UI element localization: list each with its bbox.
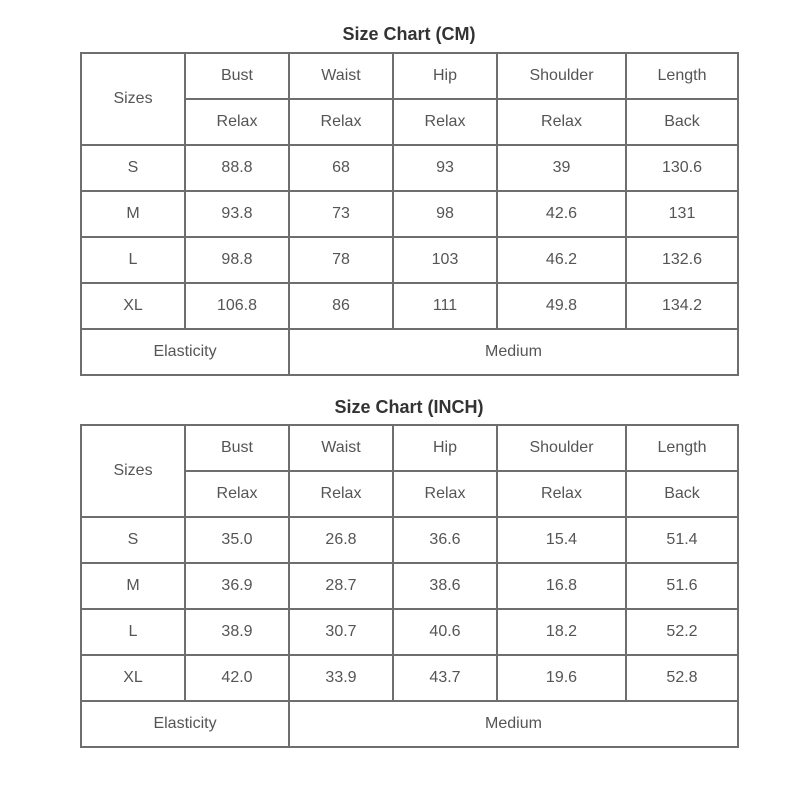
shoulder-cell: 16.8 (497, 563, 626, 609)
bust-cell: 38.9 (185, 609, 289, 655)
hip-cell: 40.6 (393, 609, 497, 655)
sizes-header: Sizes (81, 425, 185, 517)
hip-header: Hip (393, 53, 497, 99)
size-cell: L (81, 609, 185, 655)
shoulder-header: Shoulder (497, 425, 626, 471)
table-row (81, 283, 738, 329)
table-row (81, 145, 738, 191)
sizes-header: Sizes (81, 53, 185, 145)
bust-cell: 98.8 (185, 237, 289, 283)
length-cell: 134.2 (626, 283, 738, 329)
waist-cell: 30.7 (289, 609, 393, 655)
shoulder-fit: Relax (497, 99, 626, 145)
shoulder-cell: 18.2 (497, 609, 626, 655)
hip-cell: 103 (393, 237, 497, 283)
table-row (81, 237, 738, 283)
shoulder-cell: 39 (497, 145, 626, 191)
waist-cell: 28.7 (289, 563, 393, 609)
elasticity-label: Elasticity (81, 329, 289, 375)
bust-cell: 42.0 (185, 655, 289, 701)
size-cell: XL (81, 283, 185, 329)
length-header: Length (626, 425, 738, 471)
size-cell: M (81, 563, 185, 609)
bust-cell: 36.9 (185, 563, 289, 609)
bust-header: Bust (185, 53, 289, 99)
length-cell: 132.6 (626, 237, 738, 283)
bust-cell: 35.0 (185, 517, 289, 563)
size-cell: L (81, 237, 185, 283)
bust-cell: 88.8 (185, 145, 289, 191)
bust-cell: 106.8 (185, 283, 289, 329)
header-row (81, 53, 738, 99)
size-cell: XL (81, 655, 185, 701)
bust-fit: Relax (185, 471, 289, 517)
size-cell: M (81, 191, 185, 237)
bust-header: Bust (185, 425, 289, 471)
hip-header: Hip (393, 425, 497, 471)
elasticity-value: Medium (289, 701, 738, 747)
hip-fit: Relax (393, 471, 497, 517)
elasticity-label: Elasticity (81, 701, 289, 747)
length-fit: Back (626, 471, 738, 517)
length-cell: 131 (626, 191, 738, 237)
size-chart-inch-table (80, 424, 739, 748)
table-row (81, 517, 738, 563)
hip-cell: 38.6 (393, 563, 497, 609)
hip-cell: 36.6 (393, 517, 497, 563)
length-cell: 52.2 (626, 609, 738, 655)
table-row (81, 563, 738, 609)
length-header: Length (626, 53, 738, 99)
size-cell: S (81, 145, 185, 191)
waist-cell: 86 (289, 283, 393, 329)
hip-cell: 111 (393, 283, 497, 329)
size-chart-cm-table (80, 52, 739, 376)
table-row (81, 191, 738, 237)
hip-fit: Relax (393, 99, 497, 145)
waist-cell: 73 (289, 191, 393, 237)
table-row (81, 655, 738, 701)
shoulder-cell: 15.4 (497, 517, 626, 563)
elasticity-row (81, 701, 738, 747)
waist-cell: 78 (289, 237, 393, 283)
waist-header: Waist (289, 425, 393, 471)
length-cell: 51.4 (626, 517, 738, 563)
size-chart-cm-title: Size Chart (CM) (342, 24, 476, 44)
table-row (81, 609, 738, 655)
shoulder-cell: 19.6 (497, 655, 626, 701)
bust-fit: Relax (185, 99, 289, 145)
waist-cell: 33.9 (289, 655, 393, 701)
waist-header: Waist (289, 53, 393, 99)
size-cell: S (81, 517, 185, 563)
shoulder-cell: 49.8 (497, 283, 626, 329)
elasticity-row (81, 329, 738, 375)
shoulder-cell: 46.2 (497, 237, 626, 283)
shoulder-cell: 42.6 (497, 191, 626, 237)
shoulder-header: Shoulder (497, 53, 626, 99)
bust-cell: 93.8 (185, 191, 289, 237)
length-fit: Back (626, 99, 738, 145)
hip-cell: 93 (393, 145, 497, 191)
hip-cell: 98 (393, 191, 497, 237)
header-row (81, 425, 738, 471)
length-cell: 51.6 (626, 563, 738, 609)
elasticity-value: Medium (289, 329, 738, 375)
waist-cell: 68 (289, 145, 393, 191)
waist-fit: Relax (289, 471, 393, 517)
length-cell: 130.6 (626, 145, 738, 191)
waist-fit: Relax (289, 99, 393, 145)
shoulder-fit: Relax (497, 471, 626, 517)
hip-cell: 43.7 (393, 655, 497, 701)
size-chart-inch-title: Size Chart (INCH) (334, 397, 484, 417)
waist-cell: 26.8 (289, 517, 393, 563)
length-cell: 52.8 (626, 655, 738, 701)
